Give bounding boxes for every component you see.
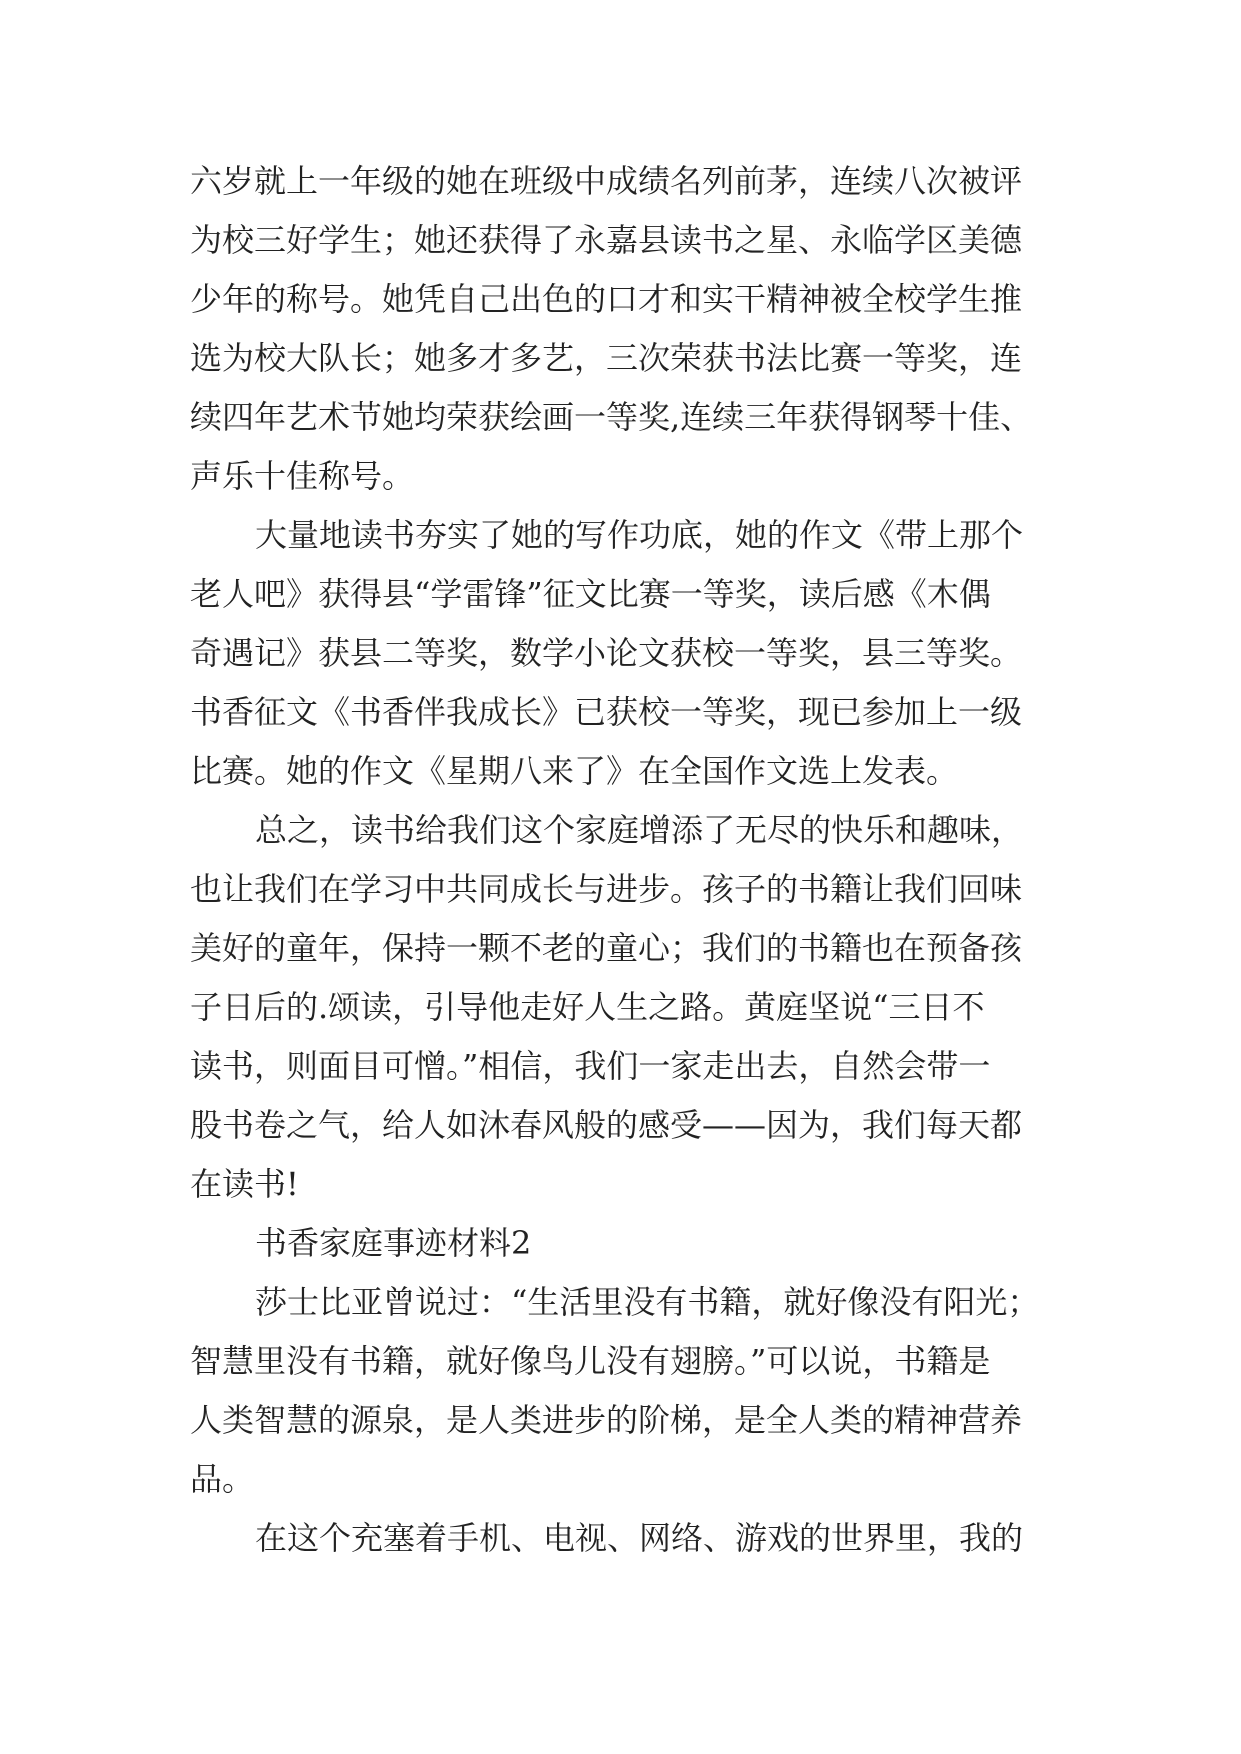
text-line: 人类智慧的源泉，是人类进步的阶梯，是全人类的精神营养: [190, 1401, 1023, 1439]
document-body: [190, 152, 1070, 1568]
text-line: 在读书!: [190, 1165, 299, 1203]
text-line: 美好的童年，保持一颗不老的童心；我们的书籍也在预备孩: [190, 929, 1023, 967]
section-heading: 书香家庭事迹材料2: [255, 1224, 532, 1262]
paragraph-first-line: 大量地读书夯实了她的写作功底，她的作文《带上那个: [255, 516, 1024, 554]
text-line: 选为校大队长；她多才多艺，三次荣获书法比赛一等奖，连: [190, 339, 1023, 377]
text-line: 智慧里没有书籍，就好像鸟儿没有翅膀。”可以说，书籍是: [190, 1342, 991, 1380]
text-line: 品。: [190, 1460, 255, 1498]
text-line: 书香征文《书香伴我成长》已获校一等奖，现已参加上一级: [190, 693, 1023, 731]
text-line: 也让我们在学习中共同成长与进步。孩子的书籍让我们回味: [190, 870, 1023, 908]
text-line: 为校三好学生；她还获得了永嘉县读书之星、永临学区美德: [190, 221, 1023, 259]
paragraph-first-line: 在这个充塞着手机、电视、网络、游戏的世界里，我的: [255, 1519, 1024, 1557]
paragraph-first-line: 总之，读书给我们这个家庭增添了无尽的快乐和趣味，: [255, 811, 1024, 849]
text-line: 读书，则面目可憎。”相信，我们一家走出去，自然会带一: [190, 1047, 991, 1085]
text-line: 股书卷之气，给人如沐春风般的感受——因为，我们每天都: [190, 1106, 1023, 1144]
text-line: 奇遇记》获县二等奖，数学小论文获校一等奖，县三等奖。: [190, 634, 1023, 672]
text-line: 声乐十佳称号。: [190, 457, 415, 495]
paragraph-first-line: 莎士比亚曾说过：“生活里没有书籍，就好像没有阳光；: [255, 1283, 1040, 1321]
text-line: 老人吧》获得县“学雷锋”征文比赛一等奖，读后感《木偶: [190, 575, 991, 613]
text-line: 少年的称号。她凭自己出色的口才和实干精神被全校学生推: [190, 280, 1023, 318]
text-line: 续四年艺术节她均荣获绘画一等奖,连续三年获得钢琴十佳、: [190, 398, 1033, 436]
text-line: 比赛。她的作文《星期八来了》在全国作文选上发表。: [190, 752, 959, 790]
text-line: 六岁就上一年级的她在班级中成绩名列前茅，连续八次被评: [190, 162, 1023, 200]
text-line: 子日后的.颂读，引导他走好人生之路。黄庭坚说“三日不: [190, 988, 985, 1026]
